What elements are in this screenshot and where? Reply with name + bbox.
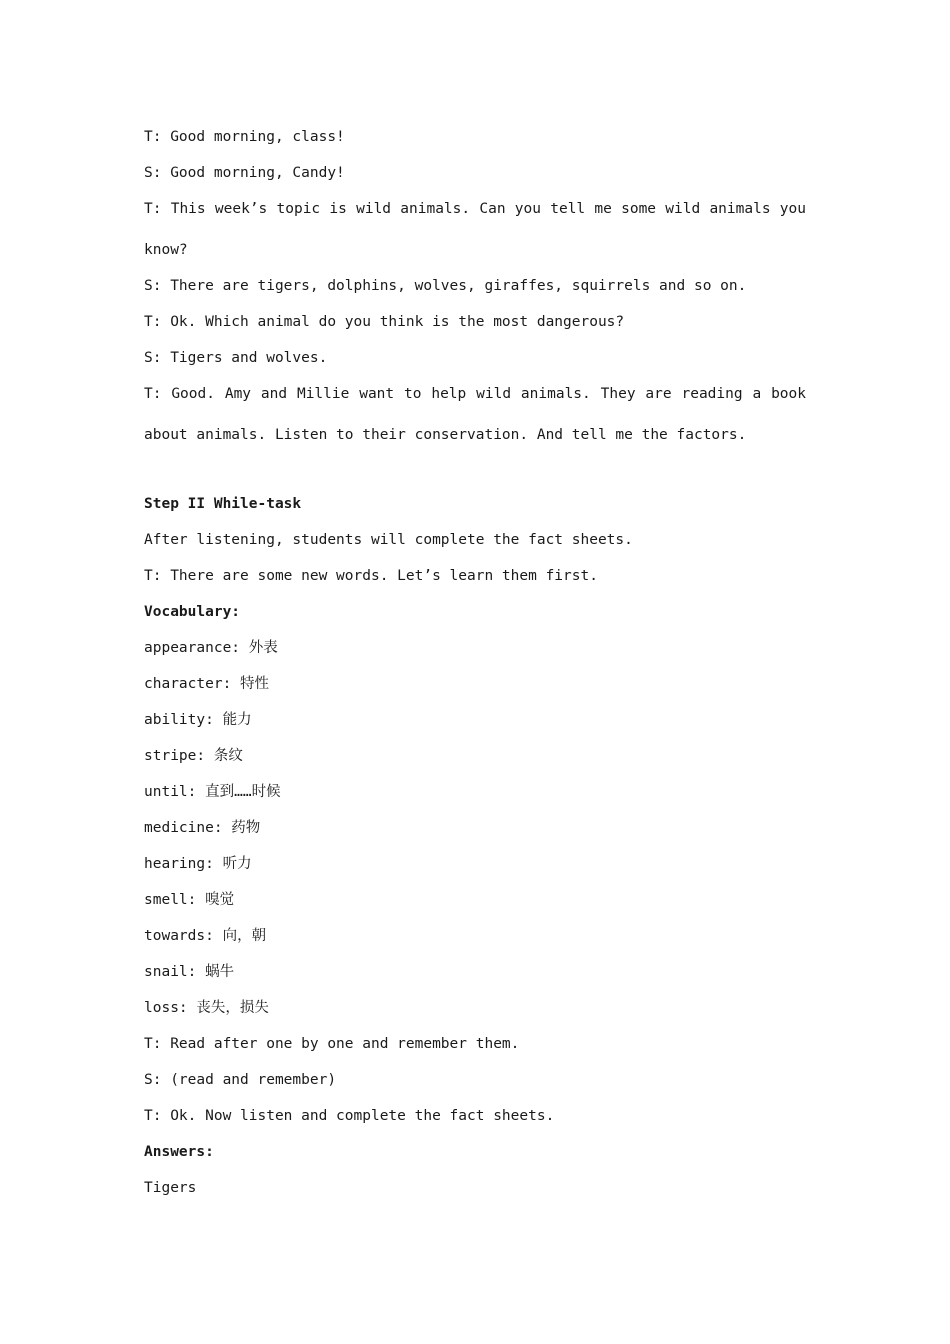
vocabulary-item: loss: 丧失，损失 [144,1000,269,1016]
answers-heading: Answers: [144,1144,214,1160]
vocabulary-item: smell: 嗅觉 [144,892,235,908]
vocabulary-item: towards: 向，朝 [144,928,267,944]
dialogue-line: T: Good. Amy and Millie want to help wild animals. They are reading a book [144,386,806,402]
dialogue-line: T: Ok. Now listen and complete the fact sheets. [144,1108,555,1124]
vocabulary-item: character: 特性 [144,676,270,692]
dialogue-line: T: Ok. Which animal do you think is the most dangerous? [144,314,625,330]
dialogue-line: S: Good morning, Candy! [144,165,345,181]
dialogue-line: know? [144,242,188,258]
vocabulary-heading: Vocabulary: [144,604,241,620]
dialogue-line: S: There are tigers, dolphins, wolves, giraffes, squirrels and so on. [144,278,747,294]
dialogue-line: S: Tigers and wolves. [144,350,328,366]
vocabulary-item: stripe: 条纹 [144,748,243,764]
dialogue-line: T: Good morning, class! [144,129,345,145]
vocabulary-item: snail: 蜗牛 [144,964,235,980]
dialogue-line: T: Read after one by one and remember them. [144,1036,520,1052]
section-heading-step2: Step II While-task [144,496,302,512]
dialogue-line: about animals. Listen to their conservation. And tell me the factors. [144,427,747,443]
vocabulary-item: medicine: 药物 [144,820,261,836]
vocabulary-item: ability: 能力 [144,712,252,728]
vocabulary-item: until: 直到……时候 [144,784,281,800]
vocabulary-item: appearance: 外表 [144,640,278,656]
paragraph-line: After listening, students will complete the fact sheets. [144,532,633,548]
answer-item: Tigers [144,1180,197,1196]
dialogue-line: S: (read and remember) [144,1072,337,1088]
dialogue-line: T: This week’s topic is wild animals. Can you tell me some wild animals you [144,201,806,217]
vocabulary-item: hearing: 听力 [144,856,252,872]
dialogue-line: T: There are some new words. Let’s learn them first. [144,568,598,584]
